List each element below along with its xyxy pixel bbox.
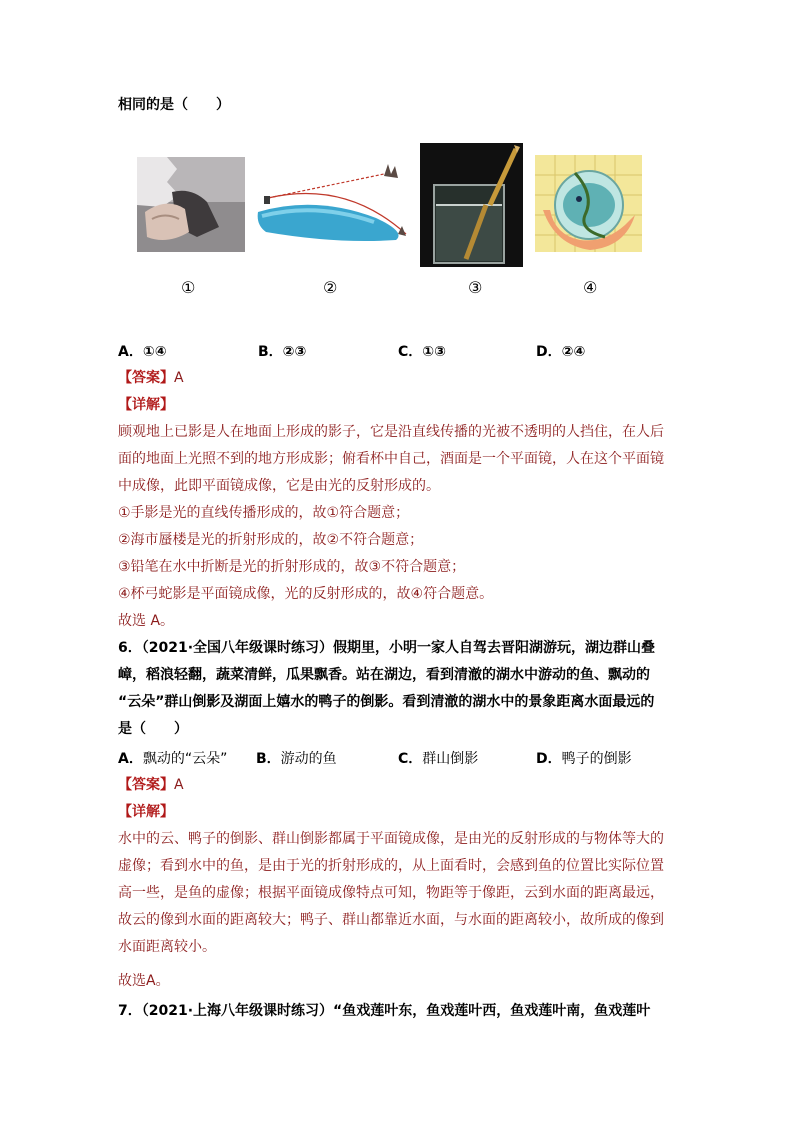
q6-stem-line: 是（ ）: [118, 721, 188, 737]
q5-explanation-line: ①手影是光的直线传播形成的，故①符合题意；: [118, 505, 410, 521]
answer-tag: 【答案】: [118, 777, 174, 793]
caption-3: ③: [468, 278, 483, 297]
hand-shadow-image: [137, 157, 245, 252]
q5-explanation-line: 顾观地上已影是人在地面上形成的影子，它是沿直线传播的光被不透明的人挡住，在人后: [118, 424, 664, 440]
q6-explanation-line: 水面距离较小。: [118, 939, 216, 955]
q6-answer: [118, 776, 184, 794]
q5-explanation-line: ④杯弓蛇影是平面镜成像，光的反射形成的，故④符合题意。: [118, 586, 494, 602]
answer-tag: 【答案】: [118, 370, 174, 386]
q5-option-b: B．②③: [258, 344, 307, 360]
q6-detail-tag: 【详解】: [118, 804, 174, 820]
answer-value: A: [174, 777, 184, 793]
q6-option-b: B．游动的鱼: [256, 751, 337, 767]
q6-option-a: A．飘动的“云朵”: [118, 751, 228, 767]
q5-conclusion: 故选 A。: [118, 613, 175, 629]
caption-2: ②: [323, 278, 338, 297]
q5-option-d: D．②④: [536, 344, 586, 360]
q6-option-d: D．鸭子的倒影: [536, 751, 632, 767]
q7-stem-line: 7．（2021·上海八年级课时练习）“鱼戏莲叶东，鱼戏莲叶西，鱼戏莲叶南，鱼戏莲叶: [118, 1003, 651, 1019]
q6-option-c: C．群山倒影: [398, 751, 479, 767]
q6-explanation-line: 水中的云、鸭子的倒影、群山倒影都属于平面镜成像，是由光的反射形成的与物体等大的: [118, 831, 664, 847]
q5-explanation-line: ③铅笔在水中折断是光的折射形成的，故③不符合题意；: [118, 559, 466, 575]
q5-answer: [118, 369, 184, 387]
q5-stem-tail: 相同的是（ ）: [118, 97, 230, 113]
caption-1: ①: [181, 278, 196, 297]
q6-stem-line: 嶂，稻浪轻翻，蔬菜清鲜，瓜果飘香。站在湖边，看到清澈的湖水中游动的鱼、飘动的: [118, 667, 650, 683]
q6-explanation-line: 高一些，是鱼的虚像；根据平面镜成像特点可知，物距等于像距，云到水面的距离最远，: [118, 885, 664, 901]
q5-option-a: A．①④: [118, 344, 167, 360]
q5-explanation-line: 面的地面上光照不到的地方形成影；俯看杯中自己，酒面是一个平面镜，人在这个平面镜: [118, 451, 664, 467]
q5-option-c: C．①③: [398, 344, 446, 360]
q6-stem-line: 6．（2021·全国八年级课时练习）假期里，小明一家人自驾去晋阳湖游玩，湖边群山叠: [118, 640, 656, 656]
q5-explanation-line: ②海市蜃楼是光的折射形成的，故②不符合题意；: [118, 532, 424, 548]
q6-conclusion: 故选A。: [118, 973, 170, 989]
answer-value: A: [174, 370, 184, 386]
q6-stem-line: “云朵”群山倒影及湖面上嬉水的鸭子的倒影。看到清澈的湖水中的景象距离水面最远的: [118, 694, 655, 710]
pencil-in-water-image: [420, 143, 523, 267]
q5-explanation-line: 中成像，此即平面镜成像，它是由光的反射形成的。: [118, 478, 440, 494]
cup-reflection-image: [535, 155, 642, 252]
q6-explanation-line: 虚像；看到水中的鱼，是由于光的折射形成的，从上面看时，会感到鱼的位置比实际位置: [118, 858, 664, 874]
q5-detail-tag: 【详解】: [118, 397, 174, 413]
mirage-image: [256, 160, 412, 244]
q6-explanation-line: 故云的像到水面的距离较大；鸭子、群山都靠近水面，与水面的距离较小，故所成的像到: [118, 912, 664, 928]
caption-4: ④: [583, 278, 598, 297]
